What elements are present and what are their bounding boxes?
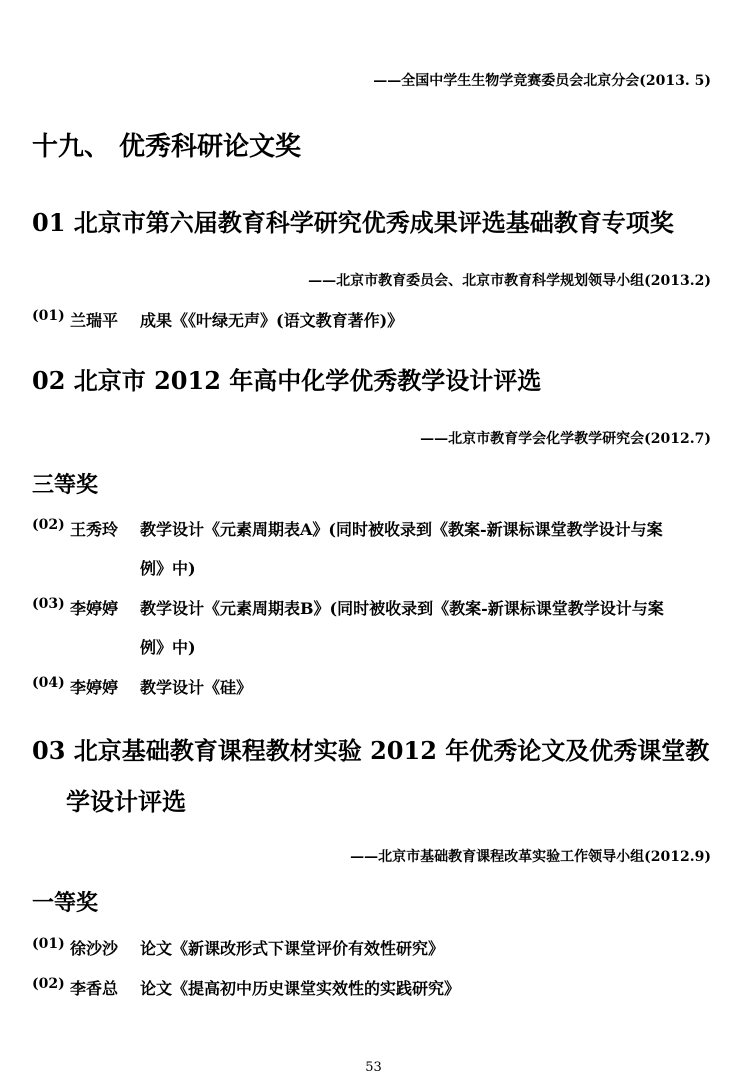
list-item <box>32 517 720 540</box>
entry-name: 李婷婷 <box>70 599 119 618</box>
heading-02: 02 北京市 2012 年高中化学优秀教学设计评选 <box>32 366 542 395</box>
entry-number: (02) <box>32 976 65 992</box>
list-item <box>32 936 720 959</box>
list-item <box>32 675 720 698</box>
entry-name: 兰瑞平 <box>70 311 119 330</box>
list-item <box>32 976 720 999</box>
list-item <box>32 596 720 619</box>
entry-work-continuation: 例》中) <box>140 638 196 657</box>
source-line-2: ——北京市教育委员会、北京市教育科学规划领导小组(2013.2) <box>308 273 711 289</box>
entry-name: 王秀玲 <box>70 520 119 539</box>
entry-name: 李香总 <box>70 979 119 998</box>
entry-work-continuation: 例》中) <box>140 559 196 578</box>
award-level-third: 三等奖 <box>32 472 99 498</box>
entry-number: (01) <box>32 308 65 324</box>
heading-01: 01 北京市第六届教育科学研究优秀成果评选基础教育专项奖 <box>32 208 674 237</box>
entry-name: 徐沙沙 <box>70 939 119 958</box>
entry-number: (03) <box>32 596 65 612</box>
source-line-1: ——全国中学生生物学竞赛委员会北京分会(2013. 5) <box>373 73 711 89</box>
heading-03-continuation: 学设计评选 <box>66 787 186 816</box>
entry-work: 教学设计《硅》 <box>140 678 253 697</box>
source-line-3: ——北京市教育学会化学教学研究会(2012.7) <box>420 431 711 447</box>
entry-work: 成果《《叶绿无声》(语文教育著作)》 <box>140 311 404 330</box>
entry-work: 论文《提高初中历史课堂实效性的实践研究》 <box>140 979 461 998</box>
list-item <box>32 308 720 331</box>
heading-03: 03 北京基础教育课程教材实验 2012 年优秀论文及优秀课堂教 <box>32 736 710 765</box>
section-title: 十九、 优秀科研论文奖 <box>32 132 302 162</box>
entry-name: 李婷婷 <box>70 678 119 697</box>
award-level-first: 一等奖 <box>32 890 99 916</box>
entry-work: 论文《新课改形式下课堂评价有效性研究》 <box>140 939 445 958</box>
entry-number: (02) <box>32 517 65 533</box>
source-line-4: ——北京市基础教育课程改革实验工作领导小组(2012.9) <box>350 849 711 865</box>
entry-work: 教学设计《元素周期表A》(同时被收录到《教案-新课标课堂教学设计与案 <box>140 520 663 539</box>
entry-work: 教学设计《元素周期表B》(同时被收录到《教案-新课标课堂教学设计与案 <box>140 599 664 618</box>
entry-number: (04) <box>32 675 65 691</box>
page-number: 53 <box>365 1060 382 1075</box>
entry-number: (01) <box>32 936 65 952</box>
